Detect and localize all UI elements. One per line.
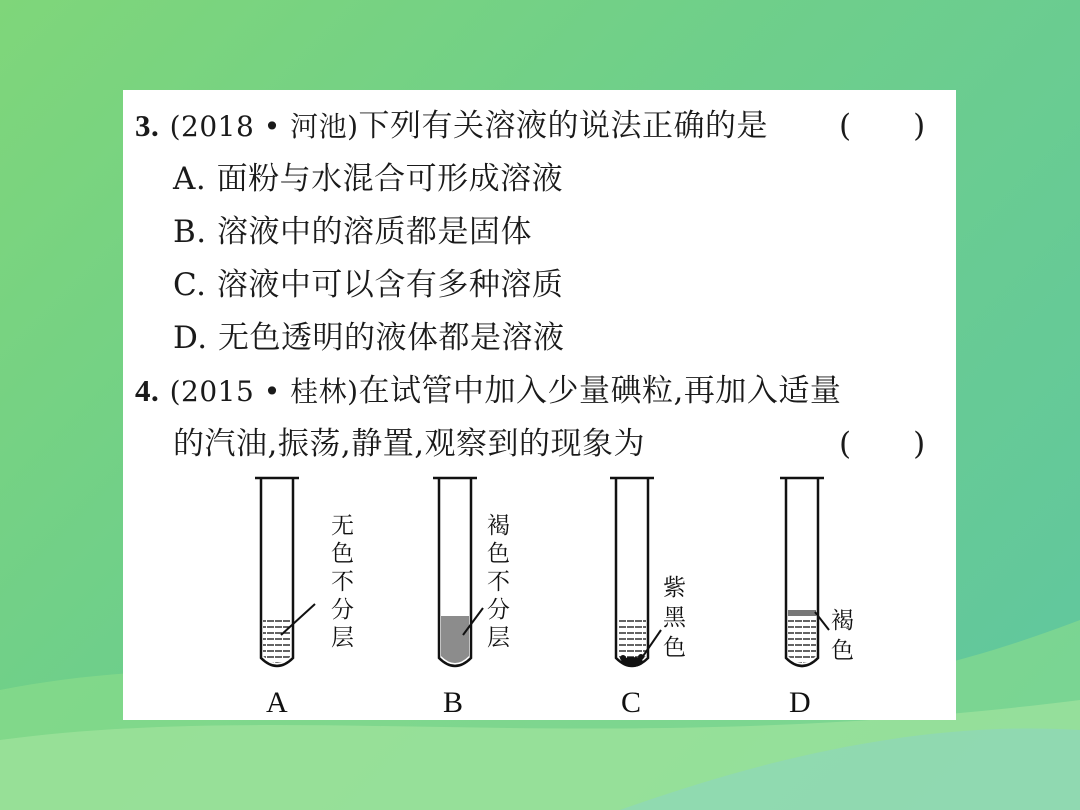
tube-c	[610, 478, 687, 719]
question-4-stem-line2: 的汽油,振荡,静置,观察到的现象为	[173, 426, 646, 462]
tube-d	[780, 478, 854, 719]
tube-label-b: 色	[487, 541, 510, 567]
option-a: A. 面粉与水混合可形成溶液	[173, 161, 564, 197]
tube-a	[255, 478, 354, 719]
tube-label-a: 色	[331, 541, 354, 567]
answer-blank[interactable]: ( )	[839, 426, 926, 462]
option-c: C. 溶液中可以含有多种溶质	[173, 267, 564, 303]
answer-blank[interactable]: ( )	[839, 108, 926, 144]
tube-label-a: 分	[331, 597, 354, 623]
tube-label-d: 褐	[831, 608, 854, 634]
tube-label-a: 不	[331, 569, 354, 595]
question-text: 在试管中加入少量碘粒,再加入适量	[358, 373, 842, 409]
tube-label-c: 黑	[663, 605, 686, 631]
option-b: B. 溶液中的溶质都是固体	[173, 214, 532, 250]
tube-letter-c: C	[621, 686, 642, 719]
tube-b	[433, 478, 510, 719]
tube-label-a: 层	[331, 625, 354, 651]
question-card	[123, 90, 956, 720]
tube-label-a: 无	[331, 513, 354, 539]
tube-label-b: 褐	[487, 513, 510, 539]
test-tubes-figure	[123, 90, 956, 720]
option-d: D. 无色透明的液体都是溶液	[173, 320, 565, 356]
tube-label-d: 色	[831, 638, 854, 664]
tube-letter-d: D	[789, 686, 811, 719]
question-text: 下列有关溶液的说法正确的是	[358, 108, 769, 144]
tube-label-b: 层	[487, 625, 510, 651]
tube-label-c: 紫	[663, 575, 686, 601]
tube-label-c: 色	[663, 635, 686, 661]
tube-letter-b: B	[443, 686, 464, 719]
question-source: (2015 • 桂林)	[169, 375, 359, 408]
tube-label-b: 不	[487, 569, 510, 595]
question-number: 3.	[135, 108, 160, 143]
tube-label-b: 分	[487, 597, 510, 623]
question-source: (2018 • 河池)	[169, 110, 359, 143]
question-number: 4.	[135, 373, 160, 408]
tube-letter-a: A	[266, 686, 288, 719]
